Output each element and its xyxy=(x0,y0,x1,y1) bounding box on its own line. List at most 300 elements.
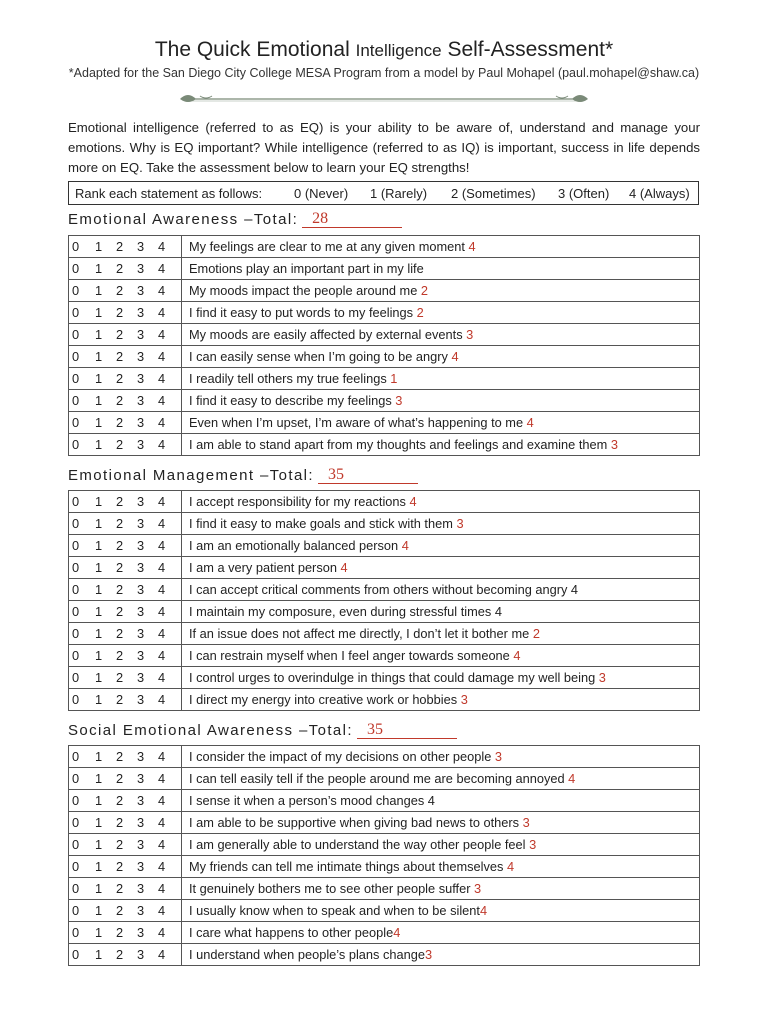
rating-option[interactable]: 3 xyxy=(136,582,145,597)
rating-option[interactable]: 3 xyxy=(136,261,145,276)
statement-cell xyxy=(182,258,700,280)
rating-option[interactable]: 4 xyxy=(157,947,166,962)
answer-value: 2 xyxy=(420,283,429,298)
rating-option[interactable]: 1 xyxy=(94,692,103,707)
statement-cell xyxy=(182,324,700,346)
statement-cell xyxy=(182,667,700,689)
rating-option[interactable]: 1 xyxy=(94,582,103,597)
table-row xyxy=(69,856,700,878)
statement-text: I understand when people’s plans change xyxy=(189,947,425,962)
rating-option[interactable]: 0 xyxy=(72,881,80,896)
rating-option[interactable]: 2 xyxy=(115,494,124,509)
rating-option[interactable]: 3 xyxy=(136,925,145,940)
statement-text: I direct my energy into creative work or hobbies xyxy=(189,692,461,707)
section-total: 28 xyxy=(312,210,329,227)
statement-text: It genuinely bothers me to see other people suffer xyxy=(189,881,475,896)
statement-text: Emotions play an important part in my life xyxy=(189,261,424,276)
rating-option[interactable]: 3 xyxy=(136,239,145,254)
rating-option[interactable]: 0 xyxy=(72,670,80,685)
rating-option[interactable]: 0 xyxy=(72,692,80,707)
rating-option[interactable]: 0 xyxy=(72,771,80,786)
rating-option[interactable]: 2 xyxy=(115,771,124,786)
rating-scale xyxy=(69,667,182,689)
table-row xyxy=(69,302,700,324)
rating-option[interactable]: 2 xyxy=(115,516,124,531)
rating-scale xyxy=(69,368,182,390)
table-row xyxy=(69,645,700,667)
rating-option[interactable]: 3 xyxy=(136,604,145,619)
section-title: Emotional Management –Total: xyxy=(68,467,314,484)
rank-label: Rank each statement as follows: xyxy=(75,185,263,201)
rating-scale xyxy=(69,900,182,922)
rating-option[interactable]: 3 xyxy=(136,393,145,408)
rating-option[interactable]: 1 xyxy=(94,771,103,786)
rating-scale xyxy=(69,834,182,856)
section-heading xyxy=(68,721,457,739)
title-part-1: The Quick Emotional xyxy=(154,38,356,61)
rating-option[interactable]: 4 xyxy=(157,837,166,852)
rating-option[interactable]: 4 xyxy=(157,261,166,276)
answer-value: 3 xyxy=(494,749,502,764)
statement-cell xyxy=(182,434,700,456)
rating-option[interactable]: 1 xyxy=(94,815,103,830)
table-row xyxy=(69,390,700,412)
answer-value: 4 xyxy=(506,859,515,874)
table-row xyxy=(69,768,700,790)
statement-cell xyxy=(182,768,700,790)
rating-option[interactable]: 3 xyxy=(136,947,145,962)
rating-option[interactable]: 4 xyxy=(157,771,166,786)
rating-option[interactable]: 4 xyxy=(157,239,166,254)
rating-option[interactable]: 2 xyxy=(115,415,124,430)
rating-option[interactable]: 0 xyxy=(72,393,80,408)
answer-value: 4 xyxy=(340,560,348,575)
rating-option[interactable]: 3 xyxy=(136,516,145,531)
rating-option[interactable]: 2 xyxy=(115,604,124,619)
rating-option[interactable]: 4 xyxy=(157,670,166,685)
statement-cell xyxy=(182,302,700,324)
rating-option[interactable]: 0 xyxy=(72,327,80,342)
rating-option[interactable]: 4 xyxy=(157,349,166,364)
rating-option[interactable]: 4 xyxy=(157,925,166,940)
rank-option-1: 1 (Rarely) xyxy=(370,185,428,201)
rating-option[interactable]: 1 xyxy=(94,516,103,531)
rating-option[interactable]: 3 xyxy=(136,692,145,707)
rating-option[interactable]: 1 xyxy=(94,837,103,852)
rating-option[interactable]: 2 xyxy=(115,371,124,386)
rating-option[interactable]: 0 xyxy=(72,837,80,852)
rating-option[interactable]: 4 xyxy=(157,881,166,896)
rank-legend xyxy=(68,181,699,205)
statement-text: I accept responsibility for my reactions xyxy=(189,494,410,509)
rating-option[interactable]: 3 xyxy=(136,327,145,342)
rating-option[interactable]: 2 xyxy=(115,859,124,874)
statement-cell xyxy=(182,280,700,302)
statement-text: My friends can tell me intimate things about themselves xyxy=(189,859,507,874)
rating-option[interactable]: 4 xyxy=(157,516,166,531)
rating-option[interactable]: 1 xyxy=(94,947,103,962)
rating-option[interactable]: 4 xyxy=(157,582,166,597)
rating-option[interactable]: 1 xyxy=(94,859,103,874)
rating-option[interactable]: 0 xyxy=(72,903,80,918)
statement-cell xyxy=(182,689,700,711)
rank-option-3: 3 (Often) xyxy=(558,185,610,201)
rating-scale xyxy=(69,390,182,412)
statement-cell xyxy=(182,601,700,623)
rating-option[interactable]: 4 xyxy=(157,560,166,575)
rating-scale xyxy=(69,645,182,667)
statement-table xyxy=(68,745,700,966)
rating-option[interactable]: 1 xyxy=(94,604,103,619)
answer-value: 4 xyxy=(401,538,409,553)
rating-scale xyxy=(69,856,182,878)
statement-text: I readily tell others my true feelings xyxy=(189,371,391,386)
rating-option[interactable]: 1 xyxy=(94,494,103,509)
rating-option[interactable]: 0 xyxy=(72,815,80,830)
rating-scale xyxy=(69,601,182,623)
title-part-2: Intelligence xyxy=(355,41,442,60)
rating-option[interactable]: 4 xyxy=(157,393,166,408)
statement-text: I can accept critical comments from others without becoming angry 4 xyxy=(189,582,579,597)
rating-option[interactable]: 2 xyxy=(115,349,124,364)
rating-option[interactable]: 4 xyxy=(157,903,166,918)
section-title: Social Emotional Awareness –Total: xyxy=(68,722,353,739)
table-row xyxy=(69,280,700,302)
rating-option[interactable]: 2 xyxy=(115,582,124,597)
rating-scale xyxy=(69,513,182,535)
table-row xyxy=(69,557,700,579)
rating-option[interactable]: 0 xyxy=(72,239,80,254)
table-row xyxy=(69,689,700,711)
rating-option[interactable]: 1 xyxy=(94,925,103,940)
statement-text: I find it easy to describe my feelings xyxy=(189,393,396,408)
rating-scale xyxy=(69,944,182,966)
answer-value: 4 xyxy=(409,494,417,509)
rating-option[interactable]: 4 xyxy=(157,793,166,808)
table-row xyxy=(69,236,700,258)
rating-option[interactable]: 4 xyxy=(157,305,166,320)
rating-scale xyxy=(69,922,182,944)
rating-option[interactable]: 2 xyxy=(115,670,124,685)
rating-option[interactable]: 4 xyxy=(157,604,166,619)
answer-value: 4 xyxy=(513,648,521,663)
rating-option[interactable]: 4 xyxy=(157,371,166,386)
table-row xyxy=(69,900,700,922)
rating-option[interactable]: 1 xyxy=(94,393,103,408)
rating-option[interactable]: 1 xyxy=(94,626,103,641)
answer-value: 3 xyxy=(395,393,403,408)
rating-option[interactable]: 3 xyxy=(136,903,145,918)
rating-option[interactable]: 3 xyxy=(136,415,145,430)
rating-option[interactable]: 0 xyxy=(72,560,80,575)
rating-option[interactable]: 0 xyxy=(72,582,80,597)
statement-cell xyxy=(182,944,700,966)
rating-option[interactable]: 2 xyxy=(115,793,124,808)
rating-option[interactable]: 4 xyxy=(157,538,166,553)
rating-option[interactable]: 2 xyxy=(115,947,124,962)
statement-table xyxy=(68,235,700,456)
rating-option[interactable]: 3 xyxy=(136,837,145,852)
rating-option[interactable]: 4 xyxy=(157,749,166,764)
statement-text: I consider the impact of my decisions on other people xyxy=(189,749,495,764)
rating-option[interactable]: 3 xyxy=(136,494,145,509)
statement-cell xyxy=(182,346,700,368)
rating-option[interactable]: 3 xyxy=(136,749,145,764)
rating-option[interactable]: 3 xyxy=(136,538,145,553)
rating-option[interactable]: 2 xyxy=(115,327,124,342)
answer-value: 3 xyxy=(610,437,618,452)
answer-value: 3 xyxy=(474,881,482,896)
table-row xyxy=(69,878,700,900)
statement-text: I am able to be supportive when giving bad news to others xyxy=(189,815,523,830)
rating-option[interactable]: 3 xyxy=(136,793,145,808)
rating-option[interactable]: 3 xyxy=(136,560,145,575)
rating-option[interactable]: 2 xyxy=(115,560,124,575)
rating-option[interactable]: 0 xyxy=(72,793,80,808)
statement-cell xyxy=(182,236,700,258)
answer-value: 3 xyxy=(598,670,606,685)
answer-value: 3 xyxy=(460,692,468,707)
rating-option[interactable]: 2 xyxy=(115,283,124,298)
rating-scale xyxy=(69,557,182,579)
rating-option[interactable]: 2 xyxy=(115,393,124,408)
rating-option[interactable]: 2 xyxy=(115,538,124,553)
rating-option[interactable]: 1 xyxy=(94,749,103,764)
table-row xyxy=(69,746,700,768)
rating-scale xyxy=(69,346,182,368)
statement-text: I find it easy to put words to my feelings xyxy=(189,305,417,320)
rating-option[interactable]: 4 xyxy=(157,437,166,452)
answer-value: 3 xyxy=(529,837,537,852)
rating-option[interactable]: 0 xyxy=(72,261,80,276)
statement-text: I usually know when to speak and when to be silent xyxy=(189,903,480,918)
rating-option[interactable]: 0 xyxy=(72,371,80,386)
rating-option[interactable]: 1 xyxy=(94,415,103,430)
rank-option-0: 0 (Never) xyxy=(294,185,349,201)
rating-option[interactable]: 3 xyxy=(136,859,145,874)
rating-option[interactable]: 0 xyxy=(72,305,80,320)
answer-value: 3 xyxy=(424,947,433,962)
rating-option[interactable]: 0 xyxy=(72,283,80,298)
rating-option[interactable]: 0 xyxy=(72,415,80,430)
statement-cell xyxy=(182,513,700,535)
rating-option[interactable]: 4 xyxy=(157,283,166,298)
rating-option[interactable]: 4 xyxy=(157,626,166,641)
rating-option[interactable]: 0 xyxy=(72,349,80,364)
rating-option[interactable]: 2 xyxy=(115,692,124,707)
statement-cell xyxy=(182,790,700,812)
answer-value: 4 xyxy=(393,925,401,940)
rating-scale xyxy=(69,623,182,645)
table-row xyxy=(69,346,700,368)
intro-paragraph: Emotional intelligence (referred to as EQ) is your ability to be aware of, understand and manage your emotions. Why is EQ important? While intelligence (referred to as IQ) is important, success in life depends more on EQ. Take the assessment below to learn your EQ strengths! xyxy=(68,120,700,175)
rating-option[interactable]: 2 xyxy=(115,749,124,764)
rating-option[interactable]: 4 xyxy=(157,327,166,342)
statement-text: I can tell easily tell if the people around me are becoming annoyed xyxy=(189,771,569,786)
subtitle: *Adapted for the San Diego City College MESA Program from a model by Paul Mohapel (paul.mohapel@shaw.ca) xyxy=(68,66,700,80)
statement-table xyxy=(68,490,700,711)
rating-option[interactable]: 3 xyxy=(136,349,145,364)
rating-scale xyxy=(69,790,182,812)
table-row xyxy=(69,434,700,456)
rating-scale xyxy=(69,812,182,834)
statement-cell xyxy=(182,390,700,412)
answer-value: 3 xyxy=(522,815,530,830)
rating-option[interactable]: 2 xyxy=(115,626,124,641)
rating-option[interactable]: 4 xyxy=(157,815,166,830)
table-row xyxy=(69,667,700,689)
answer-value: 2 xyxy=(416,305,424,320)
table-row xyxy=(69,623,700,645)
rating-option[interactable]: 2 xyxy=(115,815,124,830)
rating-option[interactable]: 0 xyxy=(72,516,80,531)
statement-cell xyxy=(182,856,700,878)
rank-option-2: 2 (Sometimes) xyxy=(451,185,536,201)
rating-option[interactable]: 3 xyxy=(136,771,145,786)
table-row xyxy=(69,491,700,513)
statement-text: I find it easy to make goals and stick with them xyxy=(189,516,457,531)
statement-text: I can restrain myself when I feel anger towards someone xyxy=(189,648,514,663)
rating-option[interactable]: 0 xyxy=(72,604,80,619)
rating-option[interactable]: 0 xyxy=(72,947,80,962)
statement-text: My moods impact the people around me xyxy=(189,283,421,298)
rating-option[interactable]: 1 xyxy=(94,560,103,575)
rating-option[interactable]: 1 xyxy=(94,239,103,254)
table-row xyxy=(69,812,700,834)
title-part-3: Self-Assessment* xyxy=(441,38,614,61)
rating-option[interactable]: 2 xyxy=(115,925,124,940)
statement-text: I can easily sense when I’m going to be angry xyxy=(189,349,452,364)
statement-cell xyxy=(182,579,700,601)
answer-value: 4 xyxy=(451,349,459,364)
rating-option[interactable]: 2 xyxy=(115,903,124,918)
rating-option[interactable]: 3 xyxy=(136,371,145,386)
rating-option[interactable]: 3 xyxy=(136,881,145,896)
statement-text: My feelings are clear to me at any given moment xyxy=(189,239,469,254)
rating-option[interactable]: 1 xyxy=(94,283,103,298)
rating-option[interactable]: 2 xyxy=(115,881,124,896)
rating-scale xyxy=(69,412,182,434)
table-row xyxy=(69,368,700,390)
rating-option[interactable]: 0 xyxy=(72,626,80,641)
rating-option[interactable]: 0 xyxy=(72,437,80,452)
statement-cell xyxy=(182,557,700,579)
table-row xyxy=(69,513,700,535)
statement-text: I am generally able to understand the way other people feel xyxy=(189,837,530,852)
rating-scale xyxy=(69,579,182,601)
table-row xyxy=(69,258,700,280)
statement-text: I am able to stand apart from my thoughts and feelings and examine them xyxy=(189,437,611,452)
rating-option[interactable]: 2 xyxy=(115,837,124,852)
rating-option[interactable]: 1 xyxy=(94,881,103,896)
answer-value: 3 xyxy=(456,516,464,531)
rating-option[interactable]: 0 xyxy=(72,749,80,764)
rating-scale xyxy=(69,878,182,900)
section-total: 35 xyxy=(366,721,383,738)
statement-cell xyxy=(182,922,700,944)
rating-option[interactable]: 1 xyxy=(94,349,103,364)
rating-option[interactable]: 4 xyxy=(157,859,166,874)
rating-option[interactable]: 0 xyxy=(72,648,80,663)
table-row xyxy=(69,535,700,557)
statement-text: I sense it when a person’s mood changes 4 xyxy=(189,793,435,808)
divider-ornament-icon xyxy=(178,92,590,106)
section-heading xyxy=(68,210,402,228)
rating-option[interactable]: 3 xyxy=(136,305,145,320)
rating-scale xyxy=(69,491,182,513)
statement-cell xyxy=(182,812,700,834)
rating-option[interactable]: 3 xyxy=(136,815,145,830)
rating-option[interactable]: 1 xyxy=(94,261,103,276)
rating-option[interactable]: 4 xyxy=(157,494,166,509)
answer-value: 2 xyxy=(532,626,540,641)
rating-option[interactable]: 1 xyxy=(94,903,103,918)
statement-text: If an issue does not affect me directly, I don’t let it bother me xyxy=(189,626,533,641)
rating-scale xyxy=(69,236,182,258)
rating-option[interactable]: 1 xyxy=(94,538,103,553)
statement-text: I care what happens to other people xyxy=(189,925,394,940)
answer-value: 1 xyxy=(390,371,398,386)
statement-cell xyxy=(182,746,700,768)
rank-option-4: 4 (Always) xyxy=(629,185,690,201)
rating-option[interactable]: 1 xyxy=(94,670,103,685)
rating-scale xyxy=(69,434,182,456)
rating-option[interactable]: 3 xyxy=(136,283,145,298)
rating-option[interactable]: 4 xyxy=(157,648,166,663)
rating-option[interactable]: 1 xyxy=(94,371,103,386)
rating-option[interactable]: 2 xyxy=(115,648,124,663)
rating-option[interactable]: 2 xyxy=(115,261,124,276)
statement-cell xyxy=(182,491,700,513)
rating-option[interactable]: 2 xyxy=(115,437,124,452)
rating-scale xyxy=(69,768,182,790)
rating-option[interactable]: 3 xyxy=(136,648,145,663)
rating-option[interactable]: 1 xyxy=(94,437,103,452)
rating-scale xyxy=(69,258,182,280)
rating-option[interactable]: 0 xyxy=(72,859,80,874)
rating-option[interactable]: 0 xyxy=(72,538,80,553)
table-row xyxy=(69,834,700,856)
statement-text: My moods are easily affected by external events xyxy=(189,327,467,342)
table-row xyxy=(69,944,700,966)
rating-option[interactable]: 2 xyxy=(115,305,124,320)
page-title xyxy=(0,38,768,62)
answer-value: 4 xyxy=(526,415,534,430)
rating-option[interactable]: 4 xyxy=(157,415,166,430)
rating-option[interactable]: 1 xyxy=(94,327,103,342)
rating-option[interactable]: 2 xyxy=(115,239,124,254)
rating-option[interactable]: 3 xyxy=(136,437,145,452)
statement-cell xyxy=(182,535,700,557)
statement-cell xyxy=(182,900,700,922)
table-row xyxy=(69,324,700,346)
rating-option[interactable]: 1 xyxy=(94,305,103,320)
rating-option[interactable]: 1 xyxy=(94,648,103,663)
rating-option[interactable]: 1 xyxy=(94,793,103,808)
statement-text: I control urges to overindulge in things that could damage my well being xyxy=(189,670,599,685)
answer-value: 3 xyxy=(466,327,474,342)
rating-option[interactable]: 3 xyxy=(136,626,145,641)
statement-text: I am an emotionally balanced person xyxy=(189,538,402,553)
rating-option[interactable]: 0 xyxy=(72,925,80,940)
rating-option[interactable]: 0 xyxy=(72,494,80,509)
rating-option[interactable]: 4 xyxy=(157,692,166,707)
statement-cell xyxy=(182,645,700,667)
rating-scale xyxy=(69,302,182,324)
statement-cell xyxy=(182,834,700,856)
statement-cell xyxy=(182,878,700,900)
rating-option[interactable]: 3 xyxy=(136,670,145,685)
